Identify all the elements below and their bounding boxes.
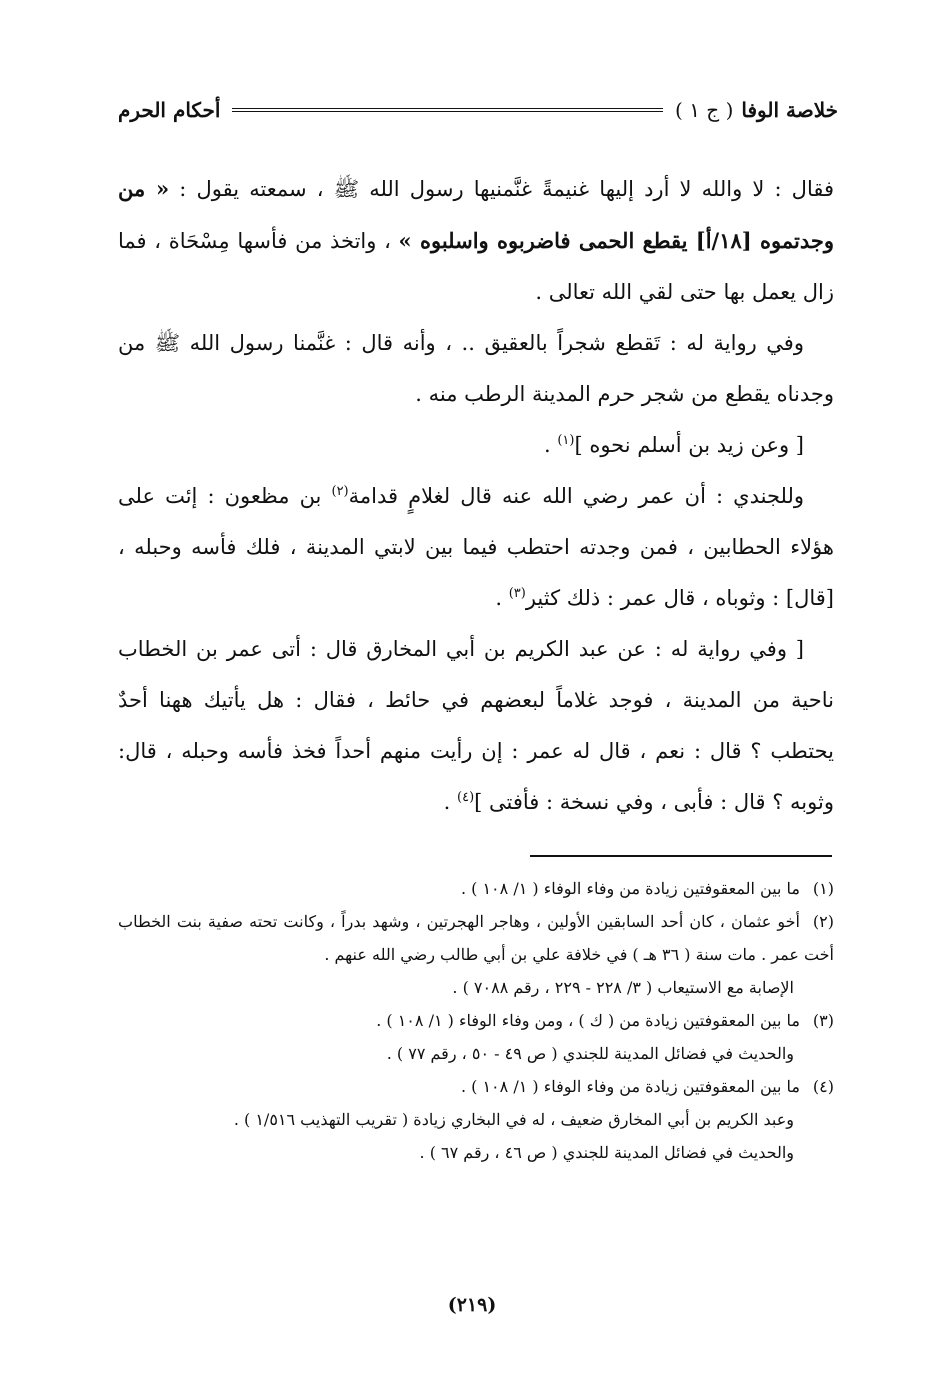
footnote-number: (٣) bbox=[812, 1011, 834, 1030]
footnote-2: (٢)أخو عثمان ، كان أحد السابقين الأولين ، وهاجر الهجرتين ، وشهد بدراً ، وكانت تحته صفية بنت الخطاب أخت عمر . مات سنة ( ٣٦ هـ ) في خلافة علي بن أبي طالب رضي الله عنهم . bbox=[118, 905, 834, 971]
paragraph-5: [ وفي رواية له : عن عبد الكريم بن أبي المخارق قال : أتى عمر بن الخطاب ناحية من المدينة ، فوجد غلاماً لبعضهم في حائط ، فقال : هل يأتيك ههنا أحدٌ يحتطب ؟ قال : نعم ، قال له عمر : إن رأيت منهم أحداً فخذ فأسه وحبله ، قال: وثوبه ؟ قال : فأبى ، وفي نسخة : فأفتى ]$^{(٤)}$ . bbox=[118, 637, 834, 814]
footnote-ref-2[interactable]: (٢) bbox=[331, 484, 349, 499]
hadith-quote: « من وجدتموه [١٨/أ] يقطع الحمى فاضربوه واسلبوه » bbox=[118, 176, 835, 253]
footnote-3: (٣)ما بين المعقوفتين زيادة من ( ك ) ، ومن وفاء الوفاء ( ١/ ١٠٨ ) . bbox=[118, 1004, 834, 1037]
paragraph-2: وفي رواية له : تَقطع شجراً بالعقيق .. ، وأنه قال : غنَّمنا رسول الله ﷺ من وجدناه يقطع من شجر حرم المدينة الرطب منه . bbox=[118, 331, 834, 406]
footnote-1: (١)ما بين المعقوفتين زيادة من وفاء الوفاء ( ١/ ١٠٨ ) . bbox=[118, 872, 834, 905]
page-number: (٢١٩) bbox=[447, 1294, 497, 1316]
footnotes bbox=[118, 872, 834, 1169]
footnote-4: (٤)ما بين المعقوفتين زيادة من وفاء الوفاء ( ١/ ١٠٨ ) . bbox=[118, 1070, 834, 1103]
paragraph-1: فقال : لا والله لا أرد إليها غنيمةً غنَّمنيها رسول الله ﷺ ، سمعته يقول : « من وجدتموه [١٨/أ] يقطع الحمى فاضربوه واسلبوه » ، واتخذ من فأسها مِسْحَاة ، فما زال يعمل بها حتى لقي الله تعالى . bbox=[118, 176, 835, 304]
main-text bbox=[118, 163, 834, 828]
paragraph-4: وللجندي : أن عمر رضي الله عنه قال لغلامٍ قدامة$^{(٢)}$ بن مظعون : إئت على هؤلاء الحطابين ، فمن وجدته احتطب فيما بين لابتي المدينة ، فلك فأسه وحبله ، [قال] : وثوباه ، قال عمر : ذلك كثير$^{(٣)}$ . bbox=[118, 484, 834, 610]
running-header bbox=[118, 96, 838, 124]
footnote-separator bbox=[530, 855, 832, 857]
footnote-number: (٢) bbox=[812, 912, 835, 931]
paragraph-3: [ وعن زيد بن أسلم نحوه ]$^{(١)}$ . bbox=[543, 433, 804, 457]
footnote-ref-1[interactable]: (١) bbox=[557, 433, 575, 448]
footnote-number: (١) bbox=[812, 879, 834, 898]
footnote-ref-3[interactable]: (٣) bbox=[508, 586, 526, 601]
footnote-2-reference: الإصابة مع الاستيعاب ( ٣/ ٢٢٨ - ٢٢٩ ، رقم ٧٠٨٨ ) . bbox=[452, 978, 794, 997]
footnote-4-reference-1: وعبد الكريم بن أبي المخارق ضعيف ، له في البخاري زيادة ( تقريب التهذيب ١/٥١٦ ) . bbox=[233, 1110, 794, 1129]
footnote-3-reference: والحديث في فضائل المدينة للجندي ( ص ٤٩ - ٥٠ ، رقم ٧٧ ) . bbox=[386, 1044, 794, 1063]
footnote-ref-4[interactable]: (٤) bbox=[457, 790, 475, 805]
footnote-4-reference-2: والحديث في فضائل المدينة للجندي ( ص ٤٦ ، رقم ٦٧ ) . bbox=[419, 1143, 794, 1162]
book-title: خلاصة الوفا bbox=[741, 98, 838, 122]
footnote-number: (٤) bbox=[812, 1077, 834, 1096]
chapter-title: أحكام الحرم bbox=[118, 98, 221, 122]
header-rule bbox=[232, 108, 663, 112]
volume-label: ( ج ١ ) bbox=[675, 98, 734, 122]
